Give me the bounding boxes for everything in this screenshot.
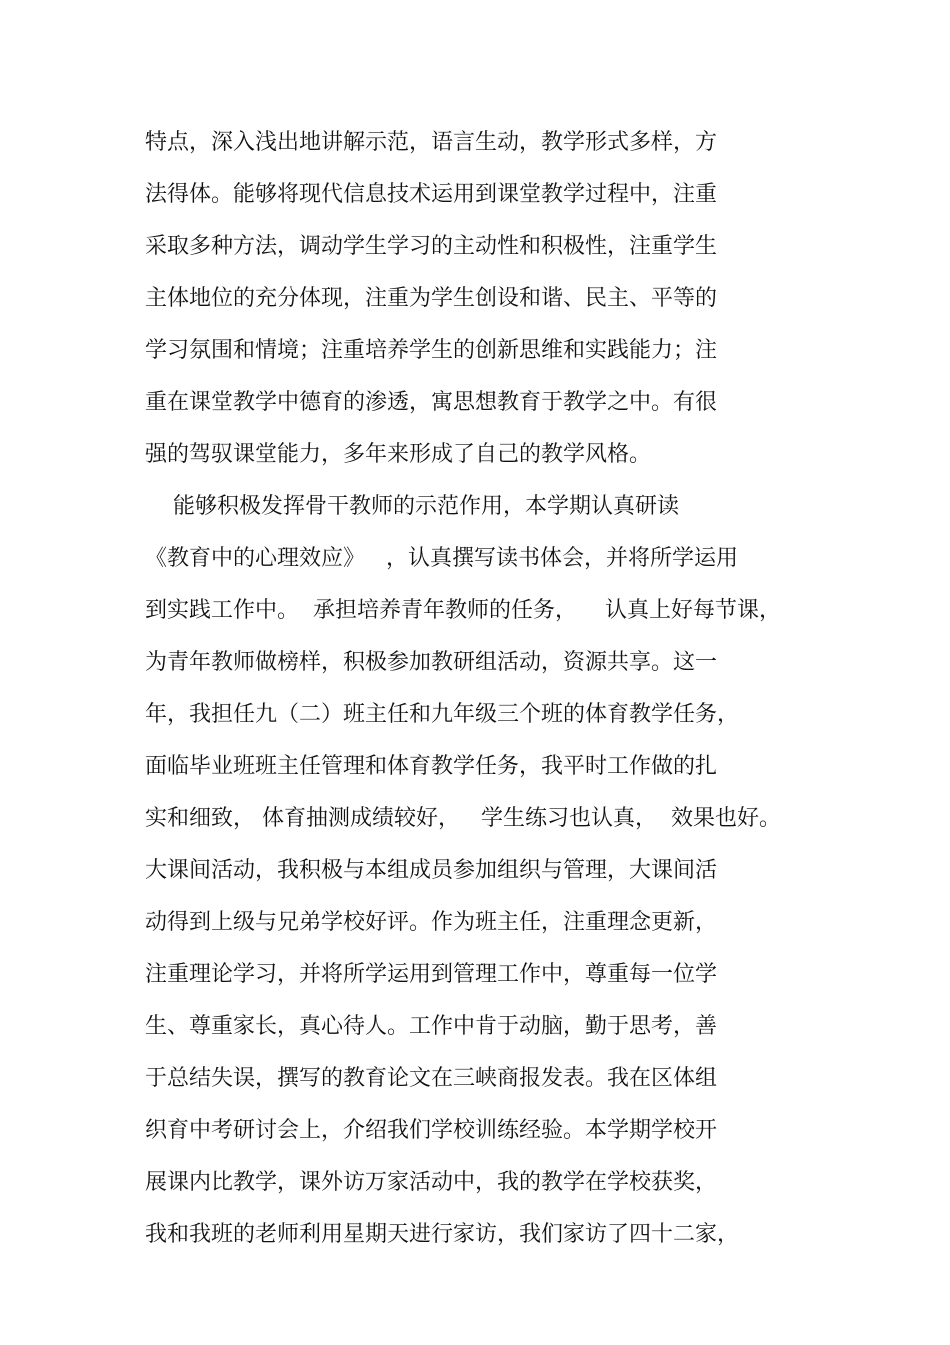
text-line: 生、尊重家长，真心待人。工作中肯于动脑，勤于思考，善: [145, 1014, 718, 1039]
text-line: 主体地位的充分体现，注重为学生创设和谐、民主、平等的: [145, 286, 718, 311]
text-line: 强的驾驭课堂能力，多年来形成了自己的教学风格。: [145, 442, 652, 467]
text-line: 展课内比教学，课外访万家活动中，我的教学在学校获奖，: [145, 1170, 718, 1195]
text-line: 织育中考研讨会上，介绍我们学校训练经验。本学期学校开: [145, 1118, 718, 1143]
text-line: 《教育中的心理效应》 ，认真撰写读书体会，并将所学运用: [145, 546, 738, 571]
text-line: 我和我班的老师利用星期天进行家访，我们家访了四十二家，: [145, 1222, 740, 1247]
text-line: 到实践工作中。 承担培养青年教师的任务， 认真上好每节课，: [145, 598, 781, 623]
text-line: 为青年教师做榜样，积极参加教研组活动，资源共享。这一: [145, 650, 718, 675]
text-line: 特点，深入浅出地讲解示范，语言生动，教学形式多样，方: [145, 130, 718, 155]
text-line: 年，我担任九（二）班主任和九年级三个班的体育教学任务，: [145, 702, 740, 727]
text-line: 大课间活动，我积极与本组成员参加组织与管理，大课间活: [145, 858, 718, 883]
text-line: 注重理论学习，并将所学运用到管理工作中，尊重每一位学: [145, 962, 718, 987]
text-line: 面临毕业班班主任管理和体育教学任务，我平时工作做的扎: [145, 754, 718, 779]
text-line: 法得体。能够将现代信息技术运用到课堂教学过程中，注重: [145, 182, 718, 207]
text-line: 动得到上级与兄弟学校好评。作为班主任，注重理念更新，: [145, 910, 718, 935]
text-line: 学习氛围和情境；注重培养学生的创新思维和实践能力；注: [145, 338, 718, 363]
paragraph-start-line: 能够积极发挥骨干教师的示范作用，本学期认真研读: [145, 494, 679, 519]
text-line: 重在课堂教学中德育的渗透，寓思想教育于教学之中。有很: [145, 390, 718, 415]
text-line: 于总结失误，撰写的教育论文在三峡商报发表。我在区体组: [145, 1066, 718, 1091]
text-line: 实和细致， 体育抽测成绩较好， 学生练习也认真， 效果也好。: [145, 806, 781, 831]
text-line: 采取多种方法，调动学生学习的主动性和积极性，注重学生: [145, 234, 718, 259]
